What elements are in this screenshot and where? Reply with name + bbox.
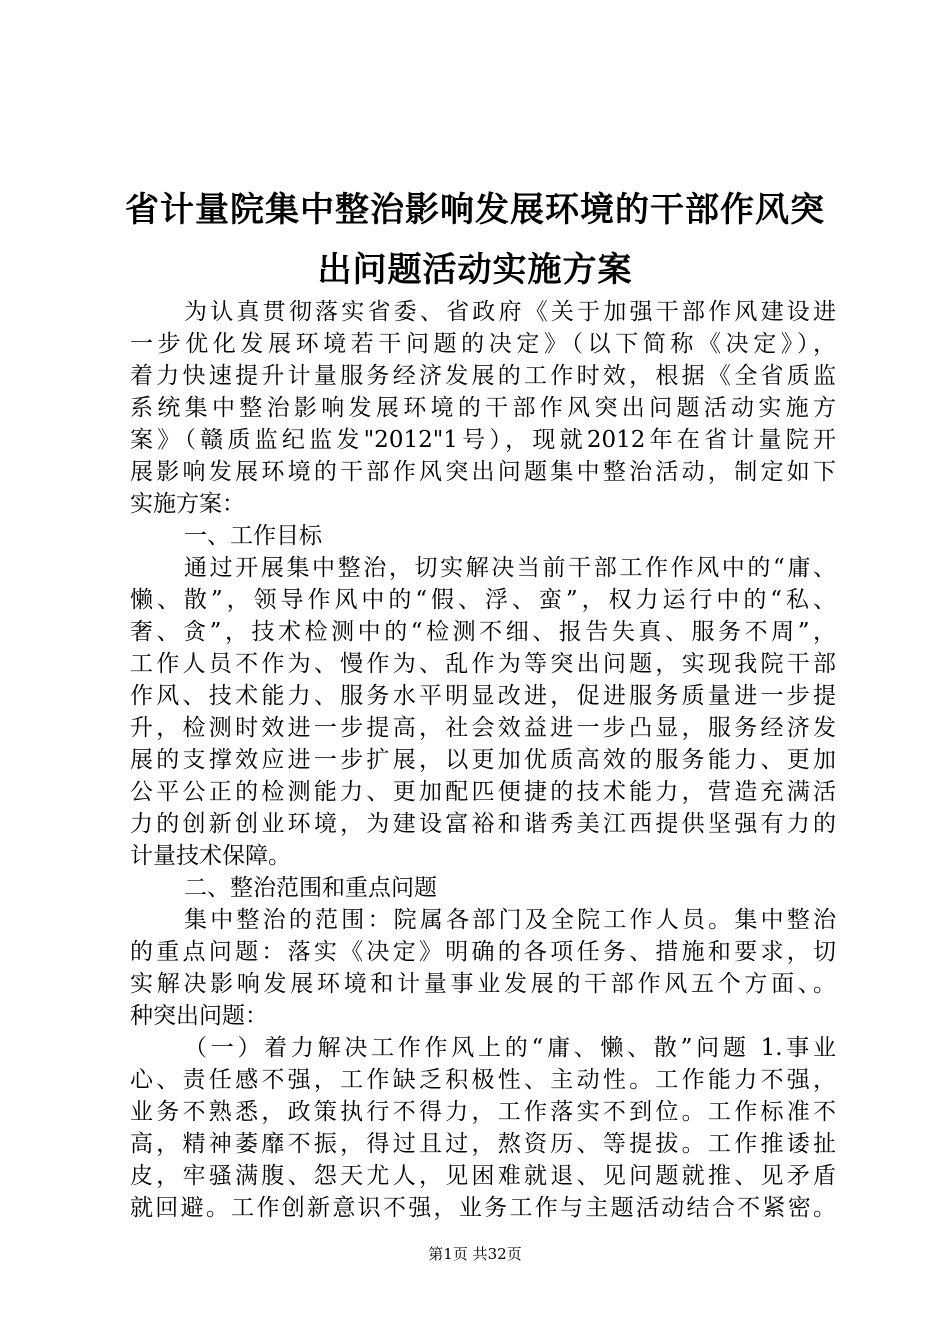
body-line: 就回避。工作创新意识不强，业务工作与主题活动结合不紧密。	[130, 1195, 836, 1221]
body-line: 高，精神萎靡不振，得过且过，熬资历、等提拔。工作推诿扯	[130, 1131, 836, 1157]
section-heading-1: 一、工作目标	[184, 523, 322, 549]
body-line: （一）着力解决工作作风上的“庸、懒、散”问题 1.事业	[184, 1035, 836, 1061]
page-number-footer: 第1页 共32页	[428, 1245, 522, 1263]
body-line: 着力快速提升计量服务经济发展的工作时效，根据《全省质监	[130, 363, 836, 389]
body-line: 奢、贪”，技术检测中的“检测不细、报告失真、服务不周”，	[130, 619, 836, 645]
body-line: 计量技术保障。	[130, 843, 291, 869]
body-line: 通过开展集中整治，切实解决当前干部工作作风中的“庸、	[184, 555, 836, 581]
body-line: 集中整治的范围：院属各部门及全院工作人员。集中整治	[184, 907, 836, 933]
body-line: 皮，牢骚满腹、怨天尤人，见困难就退、见问题就推、见矛盾	[130, 1163, 836, 1189]
document-body	[130, 296, 836, 1224]
body-line: 系统集中整治影响发展环境的干部作风突出问题活动实施方	[130, 395, 836, 421]
body-line: 心、责任感不强，工作缺乏积极性、主动性。工作能力不强，	[130, 1067, 836, 1093]
section-heading-2: 二、整治范围和重点问题	[184, 875, 437, 901]
body-line: 力的创新创业环境，为建设富裕和谐秀美江西提供坚强有力的	[130, 811, 836, 837]
document-title-line-1: 省计量院集中整治影响发展环境的干部作风突	[125, 190, 825, 230]
document-title-line-2: 出问题活动实施方案	[317, 250, 633, 290]
body-line: 工作人员不作为、慢作为、乱作为等突出问题，实现我院干部	[130, 651, 836, 677]
body-line: 公平公正的检测能力、更加配匹便捷的技术能力，营造充满活	[130, 779, 836, 805]
body-line: 展的支撑效应进一步扩展，以更加优质高效的服务能力、更加	[130, 747, 836, 773]
body-line: 业务不熟悉，政策执行不得力，工作落实不到位。工作标准不	[130, 1099, 836, 1125]
body-line: 案》（赣质监纪监发"2012"1号），现就2012年在省计量院开	[130, 427, 836, 453]
body-line: 懒、散”，领导作风中的“假、浮、蛮”，权力运行中的“私、	[130, 587, 836, 613]
body-line: 种突出问题：	[130, 1003, 268, 1029]
body-line: 一步优化发展环境若干问题的决定》（以下简称《决定》），	[130, 331, 836, 357]
body-line: 的重点问题：落实《决定》明确的各项任务、措施和要求，切	[130, 939, 836, 965]
body-line: 实施方案：	[130, 491, 245, 517]
body-line: 升，检测时效进一步提高，社会效益进一步凸显，服务经济发	[130, 715, 836, 741]
body-line: 实解决影响发展环境和计量事业发展的干部作风五个方面、。	[130, 971, 836, 997]
body-line: 展影响发展环境的干部作风突出问题集中整治活动，制定如下	[130, 459, 836, 485]
body-line: 作风、技术能力、服务水平明显改进，促进服务质量进一步提	[130, 683, 836, 709]
body-line: 为认真贯彻落实省委、省政府《关于加强干部作风建设进	[184, 299, 836, 325]
